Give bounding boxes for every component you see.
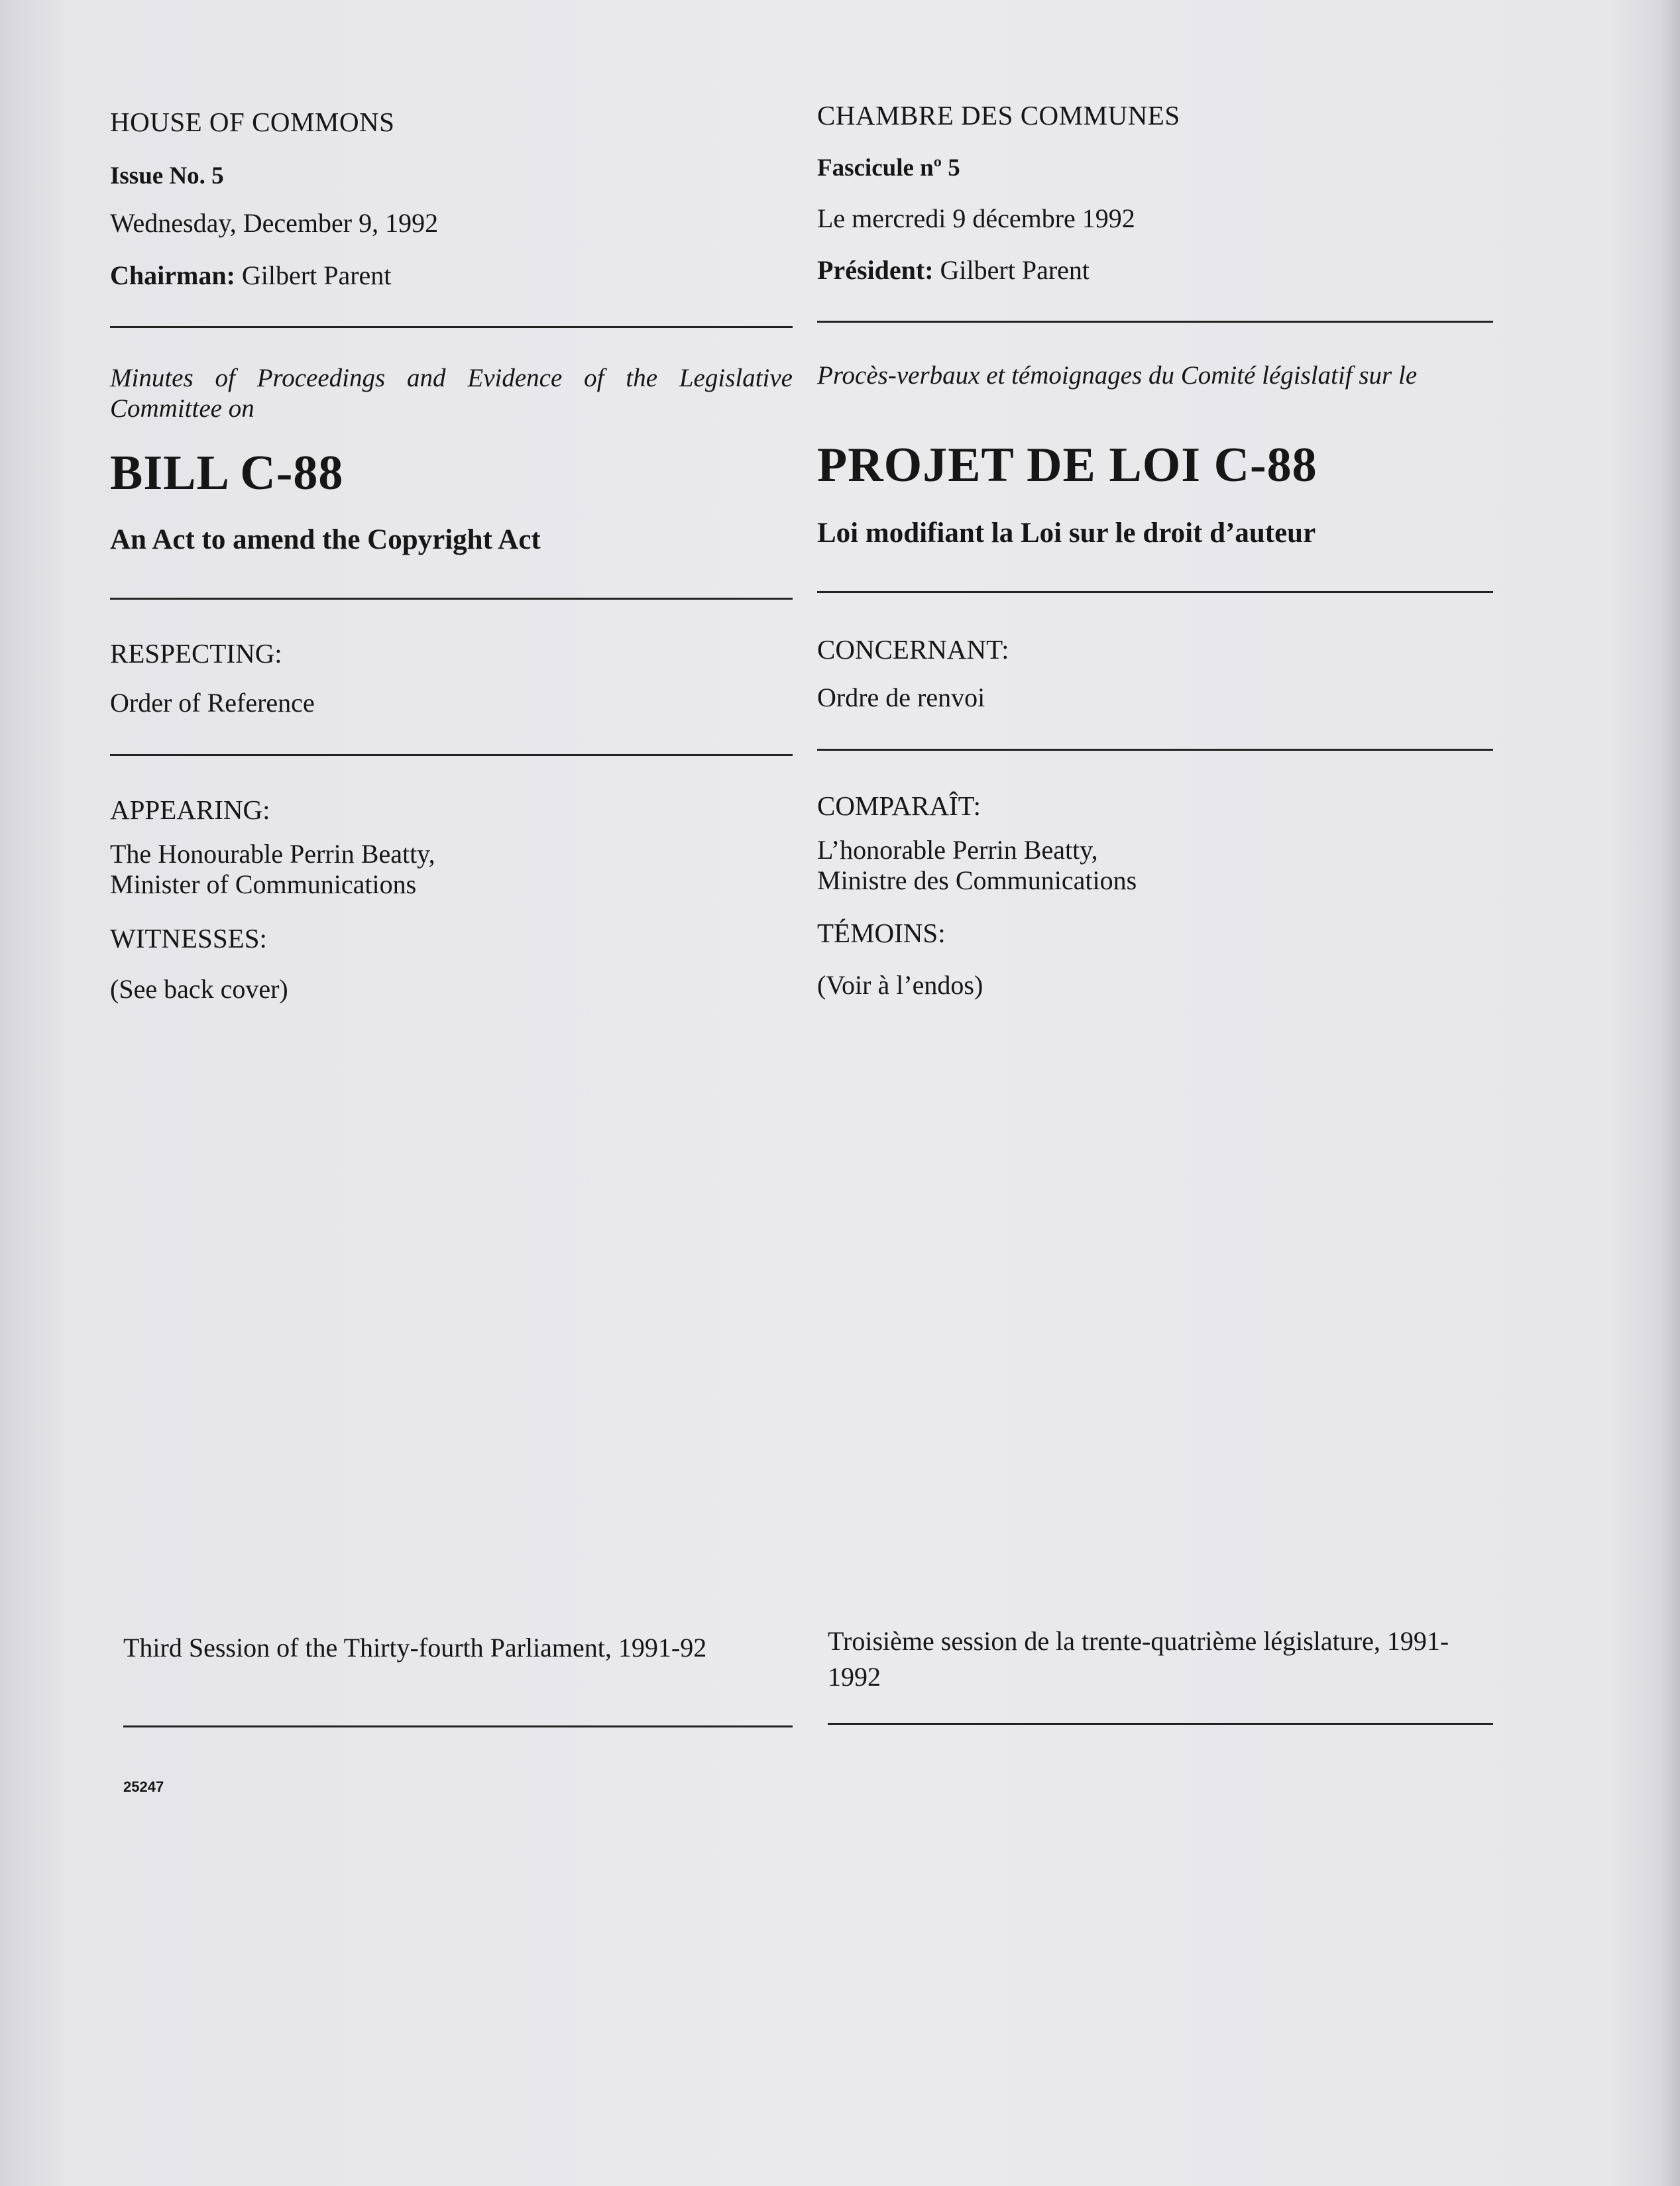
witnesses-value: (Voir à l’endos) (817, 970, 983, 1000)
minutes-heading: Procès-verbaux et témoignages du Comité législatif sur le (817, 361, 1418, 390)
act-title: An Act to amend the Copyright Act (110, 524, 541, 555)
witnesses-value: (See back cover) (110, 974, 288, 1004)
divider-rule (828, 1723, 1493, 1725)
appearing-role: Ministre des Communications (817, 865, 1137, 895)
divider-rule (110, 754, 793, 756)
house-title: CHAMBRE DES COMMUNES (817, 100, 1180, 131)
divider-rule (110, 598, 793, 600)
chairman-name: Gilbert Parent (241, 260, 392, 290)
appearing-label: COMPARAÎT: (817, 791, 981, 821)
respecting-value: Ordre de renvoi (817, 683, 985, 712)
issue-number: Fascicule nº 5 (817, 154, 960, 182)
minutes-heading: Minutes of Proceedings and Evidence of the Legislative Committee on (110, 364, 793, 423)
appearing-label: APPEARING: (110, 794, 270, 825)
witnesses-label: TÉMOINS: (817, 918, 946, 948)
act-title: Loi modifiant la Loi sur le droit d’auteur (817, 518, 1316, 549)
divider-rule (817, 591, 1493, 593)
chairman-name: Gilbert Parent (940, 255, 1090, 285)
chairman-line (110, 260, 391, 291)
session-note: Third Session of the Thirty-fourth Parliament, 1991-92 (123, 1633, 707, 1663)
appearing-role: Minister of Communications (110, 869, 417, 899)
divider-rule (817, 321, 1493, 323)
respecting-label: CONCERNANT: (817, 634, 1009, 665)
divider-rule (817, 749, 1493, 751)
chairman-line (817, 254, 1090, 286)
respecting-label: RESPECTING: (110, 638, 282, 669)
document-code: 25247 (123, 1778, 164, 1795)
page-edge-shadow (1660, 0, 1680, 2186)
chairman-label: Chairman: (110, 260, 235, 290)
divider-rule (123, 1725, 793, 1727)
witnesses-label: WITNESSES: (110, 923, 267, 954)
appearing-name: The Honourable Perrin Beatty, (110, 839, 435, 869)
issue-date: Wednesday, December 9, 1992 (110, 208, 439, 238)
respecting-value: Order of Reference (110, 688, 315, 718)
bill-title: PROJET DE LOI C-88 (817, 438, 1317, 492)
appearing-name: L’honorable Perrin Beatty, (817, 835, 1098, 865)
bill-title: BILL C-88 (110, 446, 344, 500)
chairman-label: Président: (817, 255, 934, 285)
issue-date: Le mercredi 9 décembre 1992 (817, 203, 1135, 233)
house-title: HOUSE OF COMMONS (110, 107, 395, 137)
issue-number: Issue No. 5 (110, 162, 224, 190)
divider-rule (110, 326, 793, 328)
session-note: Troisième session de la trente-quatrième législature, 1991-1992 (828, 1626, 1449, 1692)
